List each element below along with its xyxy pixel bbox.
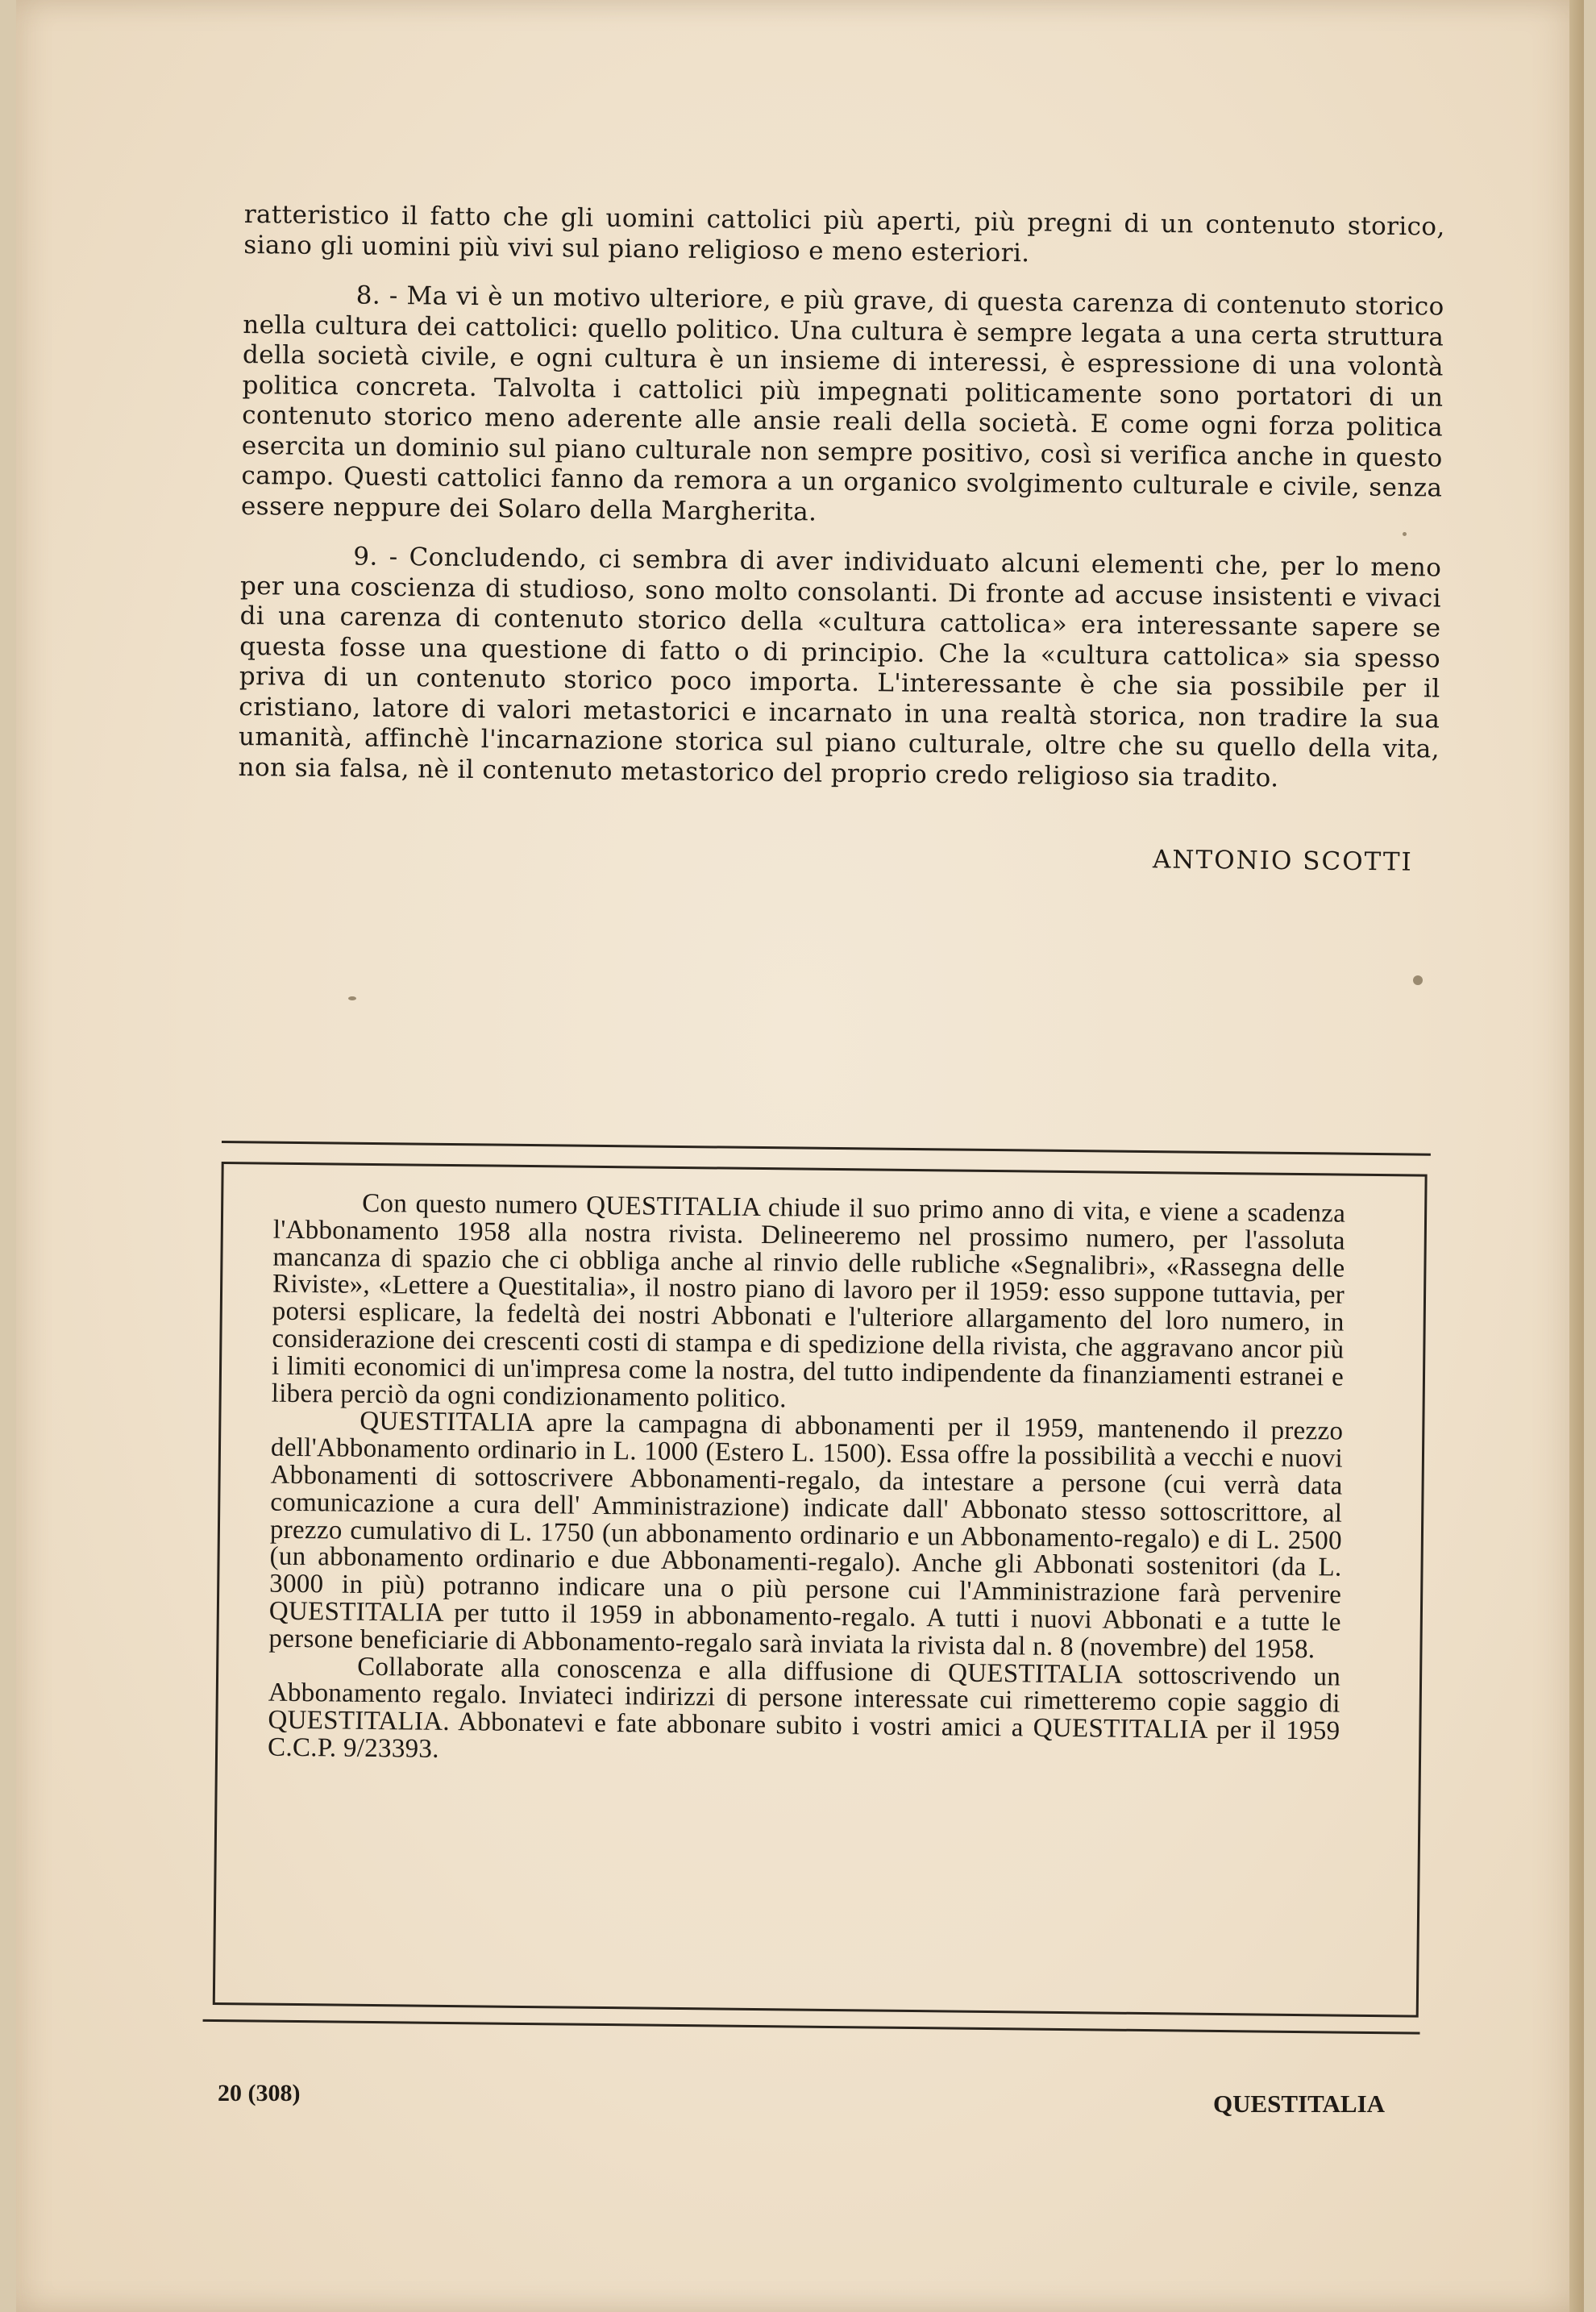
notice-paragraph: Con questo numero QUESTITALIA chiude il suo primo anno di vita, e viene a scadenza l'Abbonamento 1958 alla nostra rivista. Delineeremo nel prossimo numero, per l'assoluta mancanza di spazio che ci obbliga anche al rinvio delle rubliche «Segnalibri», «Rassegna delle Riviste», «Lettere a Questitalia», il nostro piano di lavoro per il 1959: esso suppone tuttavia, per potersi esplicare, la fedeltà dei nostri Abbonati e l'ulteriore allargamento del loro numero, in considerazione dei crescenti costi di stampa e di spedizione della rivista, che aggravano ancor più i limiti economici di un'impresa come la nostra, del tutto indipendente da finanziamenti estranei e libera perciò da ogni condizionamento politico. (271, 1188, 1346, 1413)
article-paragraph: 9. - Concludendo, ci sembra di aver individuato alcuni elementi che, per lo meno per una coscienza di studioso, sono molto consolanti. Di fronte ad accuse insistenti e vivaci di una carenza di contenuto storico della «cultura cattolica» era interessante sapere se questa fosse una questione di fatto o di principio. Che la «cultura cattolica» sia spesso priva di un contenuto storico poco importa. L'interessante è che sia possibile per il cristiano, latore di valori metastorici e incarnato in una realtà storica, non tradire la sua umanità, affinchè l'incarnazione storica sul piano culturale, oltre che su quello della vita, non sia falsa, nè il contenuto metastorico del proprio credo religioso sia tradito. (238, 542, 1442, 792)
page-edge (1569, 0, 1584, 2312)
article-body (238, 200, 1444, 796)
page-number: 20 (308) (218, 2080, 301, 2106)
paper-speck (348, 996, 356, 1000)
notice-paragraph: QUESTITALIA apre la campagna di abbonamenti per il 1959, mantenendo il prezzo dell'Abbonamento ordinario in L. 1000 (Estero L. 1500). Essa offre la possibilità a vecchi e nuovi Abbonamenti di sottoscrivere Abbonamenti-regalo, da intestare a persone (cui verrà data comunicazione a cura dell' Amministrazione) indicate dall' Abbonato stesso sottoscrittore, al prezzo cumulativo di L. 1750 (un abbonamento ordinario e un Abbonamento-regalo) e di L. 2500 (un abbonamento ordinario e due Abbonamenti-regalo). Anche gli Abbonati sostenitori (da L. 3000 in più) potranno indicare una o più persone cui l'Amministrazione farà pervenire QUESTITALIA per tutto il 1959 in abbonamento-regalo. A tutti i nuovi Abbonati e a tutte le persone beneficiarie di Abbonamento-regalo sarà inviata la rivista dal n. 8 (novembre) del 1958. (268, 1407, 1344, 1664)
subscription-notice (212, 1141, 1422, 2040)
author-signature: ANTONIO SCOTTI (1152, 845, 1413, 877)
notice-paragraph: Collaborate alla conoscenza e alla diffusione di QUESTITALIA sottoscrivendo un Abbonamento regalo. Inviateci indirizzi di persone interessate cui rimetteremo copie saggio di QUESTITALIA. Abbonatevi e fate abbonare subito i vostri amici a QUESTITALIA per il 1959 C.C.P. 9/23393. (267, 1652, 1341, 1764)
journal-name: QUESTITALIA (1213, 2090, 1386, 2118)
notice-body (268, 1190, 1345, 1774)
paper-speck (1413, 975, 1423, 985)
article-paragraph: ratteristico il fatto che gli uomini cattolici più aperti, più pregni di un contenuto storico, siano gli uomini più vivi sul piano religioso e meno esteriori. (243, 200, 1445, 268)
article-paragraph: 8. - Ma vi è un motivo ulteriore, e più grave, di questa carenza di contenuto storico nella cultura dei cattolici: quello politico. Una cultura è sempre legata a una certa struttura della società civile, e ogni cultura è un insieme di interessi, è espressione di una volontà politica concreta. Talvolta i cattolici più impegnati politicamente sono portatori di un contenuto storico meno aderente alle ansie reali della società. E come ogni forza politica esercita un dominio sul piano culturale non sempre positivo, così si verifica anche in questo campo. Questi cattolici fanno da remora a un organico svolgimento culturale e civile, senza essere neppure dei Solaro della Margherita. (240, 281, 1444, 526)
